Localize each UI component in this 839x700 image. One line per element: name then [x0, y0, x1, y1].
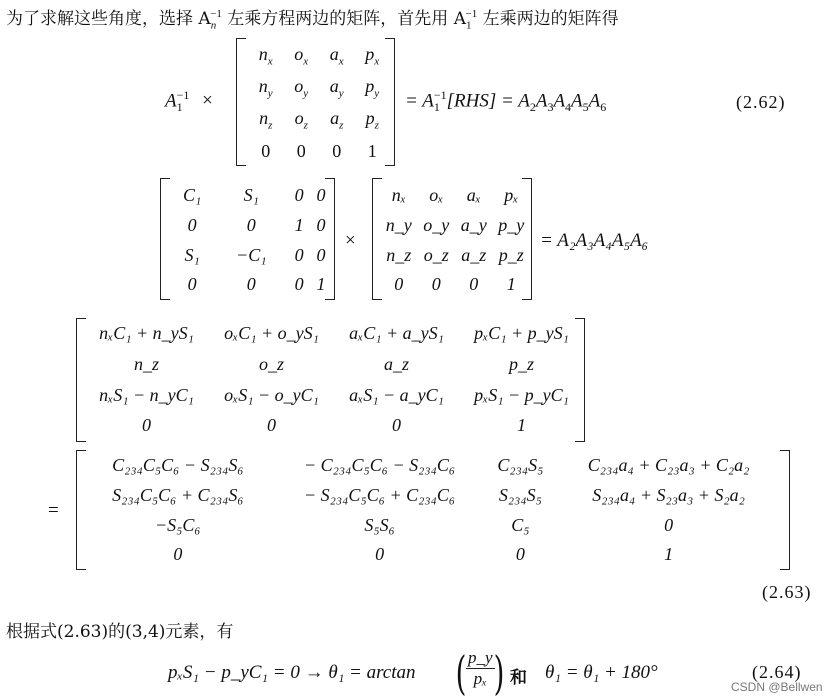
eq262-lhs-base: A: [165, 90, 177, 112]
m2-cell: nₓ: [391, 184, 406, 205]
eq262-cell: $n_y$: [258, 76, 273, 100]
eq262-cell: 0: [261, 140, 271, 161]
eq262-rhs-sub: 1: [433, 100, 440, 115]
eq262-sub: 5: [582, 100, 589, 115]
m2-cell: p_y: [498, 214, 525, 235]
eq262-cell: $o_z$: [294, 108, 308, 132]
expanded-cell: a_z: [383, 354, 409, 374]
eq264-lhs: pₓS₁ − p_yC₁ = 0 → θ₁ = arctan: [168, 662, 416, 683]
m1-cell: 0: [187, 214, 197, 235]
eq-second-rhs: = A₂A₃A₄A₅A₆: [540, 230, 649, 251]
eq263-cell: 0: [173, 543, 183, 564]
m2-cell: o_z: [423, 244, 449, 265]
m1-cell: S₁: [243, 184, 259, 205]
expanded-cell: oₓC₁ + o_yS₁: [224, 323, 319, 343]
m1-cell: 0: [294, 244, 304, 265]
eq262-times: ×: [202, 90, 213, 112]
eq264-paren-right: ): [493, 646, 505, 700]
eq-second-m2: [380, 180, 530, 298]
eq264-fraction: [466, 648, 495, 689]
eq263-cell: C₂₃₄S₅: [497, 454, 544, 475]
expanded-cell: 0: [142, 415, 151, 435]
m2-cell: p_z: [498, 244, 524, 265]
eq262-lhs-sup: −1: [176, 88, 190, 102]
eq262-cell: $a_y$: [329, 76, 344, 100]
intro-text-3: 左乘两边的矩阵得: [482, 9, 619, 29]
eq262-rhs-a: = A: [405, 90, 434, 112]
m1-cell: 0: [294, 273, 304, 294]
m1-cell: 0: [246, 273, 256, 294]
eq262-cell: 0: [332, 140, 342, 161]
eq263-cell: − C₂₃₄C₅C₆ − S₂₃₄C₆: [304, 454, 456, 475]
eq262-sub: 6: [600, 100, 607, 115]
eq262-lhs: [165, 88, 213, 115]
eq263-cell: C₂₃₄C₅C₆ − S₂₃₄S₆: [112, 454, 244, 475]
expanded-bracket-right: [575, 318, 585, 442]
eq263-cell: −S₅C₆: [155, 514, 201, 535]
eq262-cell: $o_x$: [294, 44, 309, 68]
expanded-cell: p_z: [508, 354, 534, 374]
m1-cell: 0: [246, 214, 256, 235]
m1-cell: C₁: [183, 184, 202, 205]
eq263-cell: S₅S₆: [364, 514, 395, 535]
m1-cell: 1: [294, 214, 304, 235]
intro-sup: −1: [210, 8, 222, 21]
eq263-cell: S₂₃₄S₅: [498, 484, 542, 505]
eq264-number: (2.64): [752, 662, 802, 682]
eq262-bracket-left: [236, 38, 246, 166]
eq263-bracket-right: [780, 450, 790, 570]
intro-sub-2: 1: [466, 19, 472, 32]
eq262-cell: $p_x$: [365, 44, 380, 68]
eq263-cell: 1: [664, 543, 674, 564]
eq264-paren-left: (: [455, 646, 467, 700]
eq-second-m1-bracket-left: [160, 178, 170, 300]
m2-cell: 0: [431, 273, 441, 294]
eq264-frac-num: p_y: [468, 648, 493, 667]
m1-cell: 0: [316, 184, 326, 205]
eq263-cell: S₂₃₄C₅C₆ + C₂₃₄S₆: [112, 484, 244, 505]
eq-second-m1-bracket-right: [325, 178, 335, 300]
intro-sup-2: −1: [465, 8, 478, 21]
eq262-sub: 2: [529, 100, 536, 115]
expanded-cell: n_z: [133, 354, 159, 374]
eq262-cell: $a_x$: [329, 44, 344, 68]
eq263-matrix: [84, 450, 784, 568]
eq-second-m2-bracket-right: [522, 178, 532, 300]
eq-second-m1: [170, 180, 332, 298]
m2-cell: aₓ: [466, 184, 481, 205]
eq262-cell: $a_z$: [330, 108, 344, 132]
eq262-matrix: [248, 40, 390, 166]
expanded-cell: 1: [517, 415, 526, 435]
eq263-cell: C₅: [511, 514, 530, 535]
eq262-cell: 1: [367, 140, 377, 161]
m2-cell: 0: [394, 273, 404, 294]
expanded-cell: aₓC₁ + a_yS₁: [349, 323, 444, 343]
m2-cell: 0: [469, 273, 479, 294]
eq263-cell: 0: [515, 543, 525, 564]
eq264-rhs: θ₁ = θ₁ + 180°: [545, 662, 658, 683]
eq263-equals: =: [48, 500, 59, 521]
eq264-and: 和: [510, 668, 527, 688]
eq262-lhs-sub: 1: [176, 100, 183, 115]
m2-cell: a_y: [460, 214, 487, 235]
intro-text: 为了求解这些角度，选择 A: [6, 9, 211, 29]
expanded-cell: pₓC₁ + p_yS₁: [474, 323, 569, 343]
eq262-rhs: = $A_1^{-1}[RHS] = A_2A_3A_4A_5A_6$: [405, 88, 607, 115]
intro-text-2: 左乘方程两边的矩阵，首先用 A: [227, 9, 466, 29]
m1-cell: S₁: [184, 244, 200, 265]
eq263-cell: C₂₃₄a₄ + C₂₃a₃ + C₂a₂: [587, 454, 750, 475]
m1-cell: 0: [316, 214, 326, 235]
m2-cell: pₓ: [504, 184, 519, 205]
eq262-cell: $p_y$: [365, 76, 380, 100]
m2-cell: n_y: [385, 214, 412, 235]
expanded-cell: pₓS₁ − p_yC₁: [474, 385, 569, 405]
eq262-cell: $n_z$: [259, 108, 273, 132]
according-text: 根据式(2.63)的(3,4)元素，有: [6, 622, 234, 642]
m1-cell: 1: [316, 273, 326, 294]
eq-second-times: ×: [345, 230, 356, 251]
m1-cell: 0: [294, 184, 304, 205]
m2-cell: n_z: [386, 244, 412, 265]
eq262-cell: $p_z$: [365, 108, 379, 132]
m2-cell: oₓ: [429, 184, 444, 205]
expanded-cell: 0: [267, 415, 276, 435]
eq263-cell: 0: [664, 514, 674, 535]
eq262-cell: $o_y$: [294, 76, 309, 100]
m1-cell: 0: [316, 244, 326, 265]
eq263-cell: S₂₃₄a₄ + S₂₃a₃ + S₂a₂: [592, 484, 745, 505]
intro-sub: n: [210, 19, 217, 32]
expanded-cell: aₓS₁ − a_yC₁: [349, 385, 444, 405]
eq263-cell: 0: [375, 543, 385, 564]
expanded-matrix: [84, 318, 584, 440]
m1-cell: −C₁: [236, 244, 267, 265]
eq262-cell: 0: [296, 140, 306, 161]
watermark-text: CSDN @Bellwen: [731, 680, 823, 694]
eq262-rhs-sup: −1: [433, 88, 447, 102]
eq262-rhs-mid: [RHS] = A: [446, 90, 530, 112]
expanded-cell: nₓS₁ − n_yC₁: [99, 385, 194, 405]
expanded-cell: oₓS₁ − o_yC₁: [224, 385, 319, 405]
eq263-number: (2.63): [762, 582, 812, 602]
m1-cell: 0: [187, 273, 197, 294]
eq262-sub: 3: [547, 100, 554, 115]
eq263-cell: − S₂₃₄C₅C₆ + C₂₃₄C₆: [304, 484, 456, 505]
intro-line: [6, 4, 619, 31]
eq264-frac-den: pₓ: [473, 669, 487, 688]
eq262-cell: $n_x$: [258, 44, 273, 68]
m2-cell: 1: [506, 273, 516, 294]
expanded-cell: 0: [392, 415, 401, 435]
expanded-cell: nₓC₁ + n_yS₁: [99, 323, 194, 343]
expanded-cell: o_z: [258, 354, 284, 374]
eq262-bracket-right: [385, 38, 395, 166]
m2-cell: o_y: [423, 214, 450, 235]
m2-cell: a_z: [461, 244, 487, 265]
eq262-sub: 4: [565, 100, 572, 115]
eq262-number: (2.62): [736, 92, 786, 112]
